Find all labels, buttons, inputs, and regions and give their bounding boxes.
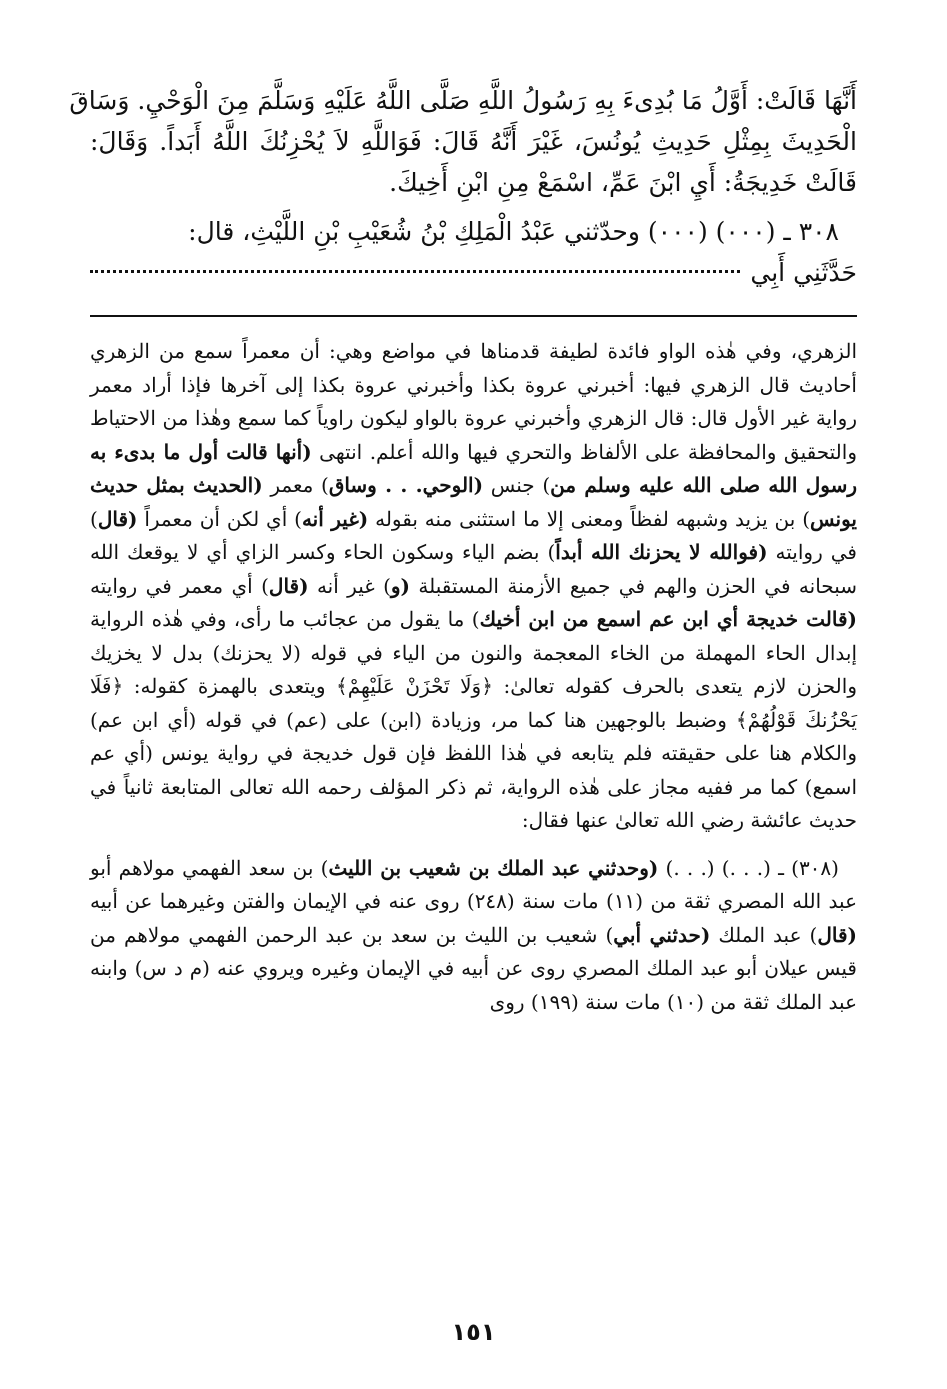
hadith-line: ٣٠٨ ـ (٠٠٠) (٠٠٠) وحدّثني عَبْدُ الْمَلِكِ بْنُ شُعَيْبِ بْنِ اللَّيْثِ، قال:	[188, 217, 839, 246]
hadith-line: قَالَتْ خَدِيجَةُ: أَيِ ابْنَ عَمِّ، اسْمَعْ مِنِ ابْنِ أَخِيكَ.	[389, 168, 857, 197]
commentary-text-segment: ) عبد الملك	[710, 922, 818, 947]
commentary-text-segment: ) في روايته	[90, 506, 857, 564]
commentary-text-segment: الزهري، وفي هٰذه الواو فائدة لطيفة قدمناها في مواضع وهي: أن معمراً سمع من الزهري أحاديث قال الزهري فيها: أخبرني عروة بكذا وأخبرني عروة بكذا إلى آخرها فإذا أراد معمر رواية غير الأول قال: قال الزهري وأخبرني عروة بالواو ليكون راوياً كما سمع وهٰذا من الاحتياط والتحقيق والمحافظة على الألفاظ والتحري فيها والله أعلم. انتهى	[90, 339, 857, 464]
commentary-text-segment: (٣٠٨) ـ (. . .) (. . .)	[658, 855, 839, 880]
commentary-quote-segment: (فوالله لا يحزنك الله أبداً	[555, 540, 768, 564]
commentary-text-segment: ) بن يزيد وشبهه لفظاً ومعنى إلا ما استثنى منه بقوله	[368, 506, 811, 531]
hadith-text	[69, 80, 857, 293]
commentary-quote-segment: (قال	[97, 506, 138, 531]
commentary-text-segment: ) بضم الياء وسكون الحاء وكسر الزاي أي لا يوقعك الله سبحانه في الحزن والهم في جميع الأزمنة المستقبلة	[90, 540, 857, 598]
commentary-text-segment: ) معمر	[262, 473, 329, 497]
hadith-line: الْحَدِيثَ بِمِثْلِ حَدِيثِ يُونُسَ، غَيْرَ أَنَّهُ قَالَ: فَوَاللَّهِ لاَ يُحْزِنُكَ اللَّهُ أَبَداً. وَقَالَ:	[90, 127, 857, 156]
commentary-quote-segment: (الوحي. . . وساق	[328, 473, 484, 497]
commentary-quote-segment: (قال	[268, 573, 309, 598]
commentary-text-segment: ) أي لكن أن معمراً	[137, 506, 302, 531]
page-number: ١٥١	[451, 1318, 496, 1346]
hadith-number-line	[90, 211, 857, 252]
hadith-line: أَنَّهَا قَالَتْ: أَوَّلُ مَا بُدِىءَ بِهِ رَسُولُ اللَّهِ صَلَّى اللَّهُ عَلَيْهِ وَسَلَّمَ مِنَ الْوَحْيِ. وَسَاقَ	[69, 86, 857, 115]
hadith-last-words: حَدَّثَنِي أَبِي	[750, 258, 857, 287]
commentary-quote-segment: (حدثني أبي	[613, 922, 711, 947]
commentary-quote-segment: (الحديث بمثل حديث يونس	[90, 473, 857, 531]
commentary-text-segment: ) بن سعد الفهمي مولاهم أبو عبد الله المصري ثقة من (١١) مات سنة (٢٤٨) روى عنه في الإيمان والفتن وغيرهما عن أبيه	[90, 855, 858, 913]
commentary-quote-segment: (قالت خديجة أي ابن عم اسمع من ابن أخيك	[479, 607, 857, 631]
commentary-quote-segment: (وحدثني عبد الملك بن شعيب بن الليث	[328, 855, 659, 880]
commentary-text-segment: ) جنس	[483, 473, 551, 497]
hadith-paragraph	[69, 80, 857, 203]
commentary	[90, 335, 857, 1019]
ellipsis-dots	[90, 270, 740, 273]
commentary-text-segment: ) أي معمر في روايته	[90, 573, 269, 598]
commentary-quote-segment: (أنها قالت أول ما بدىء به رسول الله صلى الله عليه وسلم من	[90, 439, 857, 497]
commentary-text-segment: ) شعيب بن الليث بن سعد بن عبد الرحمن الفهمي مولاهم من قيس عيلان أبو عبد الملك المصري روى عن أبيه في الإيمان وغيره ويروي عنه (م د س) وابنه عبد الملك ثقة من (١٠) مات سنة (١٩٩) روى	[90, 922, 857, 1014]
commentary-paragraph	[90, 852, 857, 1020]
page-content	[69, 80, 858, 1019]
commentary-quote-segment: (و	[390, 573, 411, 598]
commentary-paragraph	[90, 335, 857, 838]
hadith-continuation-line	[90, 252, 857, 293]
footnote-separator	[90, 315, 857, 317]
commentary-text-segment: ) غير أنه	[308, 573, 391, 598]
commentary-quote-segment: (غير أنه	[301, 506, 369, 531]
commentary-quote-segment: (قال	[817, 922, 857, 947]
commentary-text-segment: ) ما يقول من عجائب ما رأى، وفي هٰذه الرواية إبدال الحاء المهملة من الخاء المعجمة والنون من الياء في قوله (لا يحزنك) بدل لا يخزيك والحزن لازم يتعدى بالحرف كقوله تعالىٰ: ﴿وَلَا تَحْزَنْ عَلَيْهِمْ﴾ ويتعدى بالهمزة كقوله: ﴿فَلَا يَحْزُنكَ قَوْلُهُمْ﴾ وضبط بالوجهين هنا كما مر، وزيادة (ابن) على (عم) في قوله (أي ابن عم) والكلام هنا على حقيقته فلم يتابعه في هٰذا اللفظ فإن قول خديجة في رواية يونس (أي عم اسمع) كما مر ففيه مجاز على هٰذه الرواية، ثم ذكر المؤلف رحمه الله تعالى المتابعة ثانياً في حديث عائشة رضي الله تعالىٰ عنها فقال:	[90, 607, 857, 832]
